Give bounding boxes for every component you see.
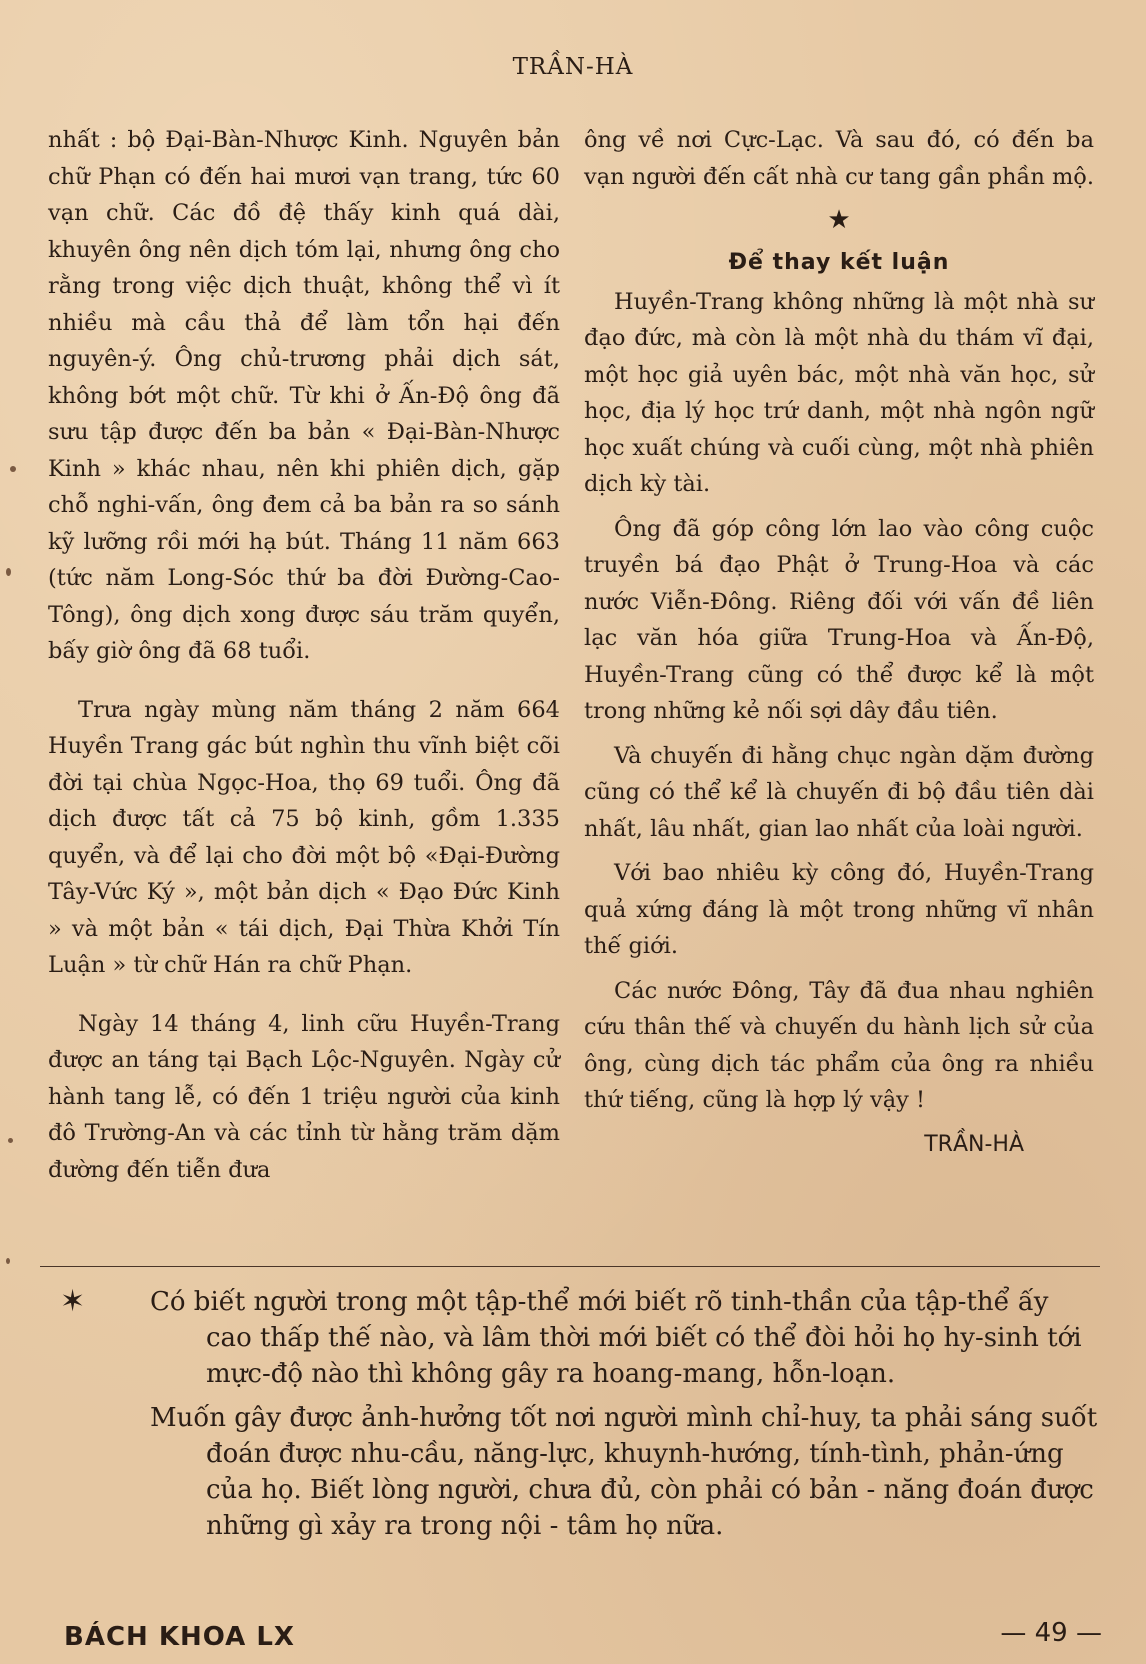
right-paragraph-5: Các nước Đông, Tây đã đua nhau nghiên cứu thân thế và chuyến du hành lịch sử của ông, cùng dịch tác phẩm của ông ra nhiều thứ tiếng, cũng là hợp lý vậy ! <box>584 977 1094 1113</box>
page-number: — 49 — <box>1000 1618 1102 1648</box>
paper-speck <box>6 568 11 576</box>
quote-block-2 <box>60 1400 1100 1544</box>
paper-speck <box>8 1138 13 1143</box>
section-divider <box>40 1266 1100 1267</box>
star-ornament-icon: ★ <box>827 205 851 235</box>
right-column <box>584 122 1094 1163</box>
bullet-star-icon: ✶ <box>60 1284 86 1319</box>
quote-text-2: Muốn gây được ảnh-hưởng tốt nơi người mình chỉ-huy, ta phải sáng suốt đoán được nhu-cầu, năng-lực, khuynh-hướng, tính-tình, phản-ứng của họ. Biết lòng người, chưa đủ, còn phải có bản - năng đoán được những gì xảy ra trong nội - tâm họ nữa. <box>150 1403 1098 1541</box>
quote-text-1: Có biết người trong một tập-thể mới biết rõ tinh-thần của tập-thể ấy cao thấp thế nào, và lâm thời mới biết có thể đòi hỏi họ hy-sinh tới mực-độ nào thì không gây ra hoang-mang, hỗn-loạn. <box>150 1287 1082 1389</box>
left-paragraph-2: Trưa ngày mùng năm tháng 2 năm 664 Huyền Trang gác bút nghìn thu vĩnh biệt cõi đời tại chùa Ngọc-Hoa, thọ 69 tuổi. Ông đã dịch được tất cả 75 bộ kinh, gồm 1.335 quyển, và để lại cho đời một bộ «Đại-Đường Tây-Vức Ký », một bản dịch « Đạo Đức Kinh » và một bản « tái dịch, Đại Thừa Khởi Tín Luận » từ chữ Hán ra chữ Phạn. <box>48 696 560 978</box>
right-paragraph-1: Huyền-Trang không những là một nhà sư đạo đức, mà còn là một nhà du thám vĩ đại, một học giả uyên bác, một nhà văn học, sử học, địa lý học trứ danh, một nhà ngôn ngữ học xuất chúng và cuối cùng, một nhà phiên dịch kỳ tài. <box>584 288 1094 497</box>
author-signature: TRẦN-HÀ <box>924 1131 1024 1157</box>
paper-speck <box>10 466 16 472</box>
left-paragraph-1: nhất : bộ Đại-Bàn-Nhược Kinh. Nguyên bản chữ Phạn có đến hai mươi vạn trang, tức 60 vạn chữ. Các đồ đệ thấy kinh quá dài, khuyên ông nên dịch tóm lại, nhưng ông cho rằng trong việc dịch thuật, không thể vì ít nhiều mà cầu thả để làm tổn hại đến nguyên-ý. Ông chủ-trương phải dịch sát, không bớt một chữ. Từ khi ở Ấn-Độ ông đã sưu tập được đến ba bản « Đại-Bàn-Nhược Kinh » khác nhau, nên khi phiên dịch, gặp chỗ nghi-vấn, ông đem cả ba bản ra so sánh kỹ lưỡng rồi mới hạ bút. Tháng 11 năm 663 (tức năm Long-Sóc thứ ba đời Đường-Cao-Tông), ông dịch xong được sáu trăm quyển, bấy giờ ông đã 68 tuổi. <box>48 127 560 664</box>
magazine-name: BÁCH KHOA LX <box>64 1622 295 1652</box>
right-paragraph-2: Ông đã góp công lớn lao vào công cuộc truyền bá đạo Phật ở Trung-Hoa và các nước Viễn-Đông. Riêng đối với vấn đề liên lạc văn hóa giữa Trung-Hoa và Ấn-Độ, Huyền-Trang cũng có thể được kể là một trong những kẻ nối sợi dây đầu tiên. <box>584 515 1094 724</box>
section-heading: Để thay kết luận <box>728 250 950 275</box>
running-header: TRẦN-HÀ <box>512 54 634 80</box>
left-paragraph-3: Ngày 14 tháng 4, linh cữu Huyền-Trang được an táng tại Bạch Lộc-Nguyên. Ngày cử hành tang lễ, có đến 1 triệu người của kinh đô Trường-An và các tỉnh từ hằng trăm dặm đường đến tiễn đưa <box>48 1010 560 1183</box>
quote-block-1 <box>60 1284 1100 1392</box>
left-column <box>48 122 560 1188</box>
paper-speck <box>6 1258 10 1264</box>
right-intro-paragraph: ông về nơi Cực-Lạc. Và sau đó, có đến ba vạn người đến cất nhà cư tang gần phần mộ. <box>584 127 1095 190</box>
right-paragraph-4: Với bao nhiêu kỳ công đó, Huyền-Trang quả xứng đáng là một trong những vĩ nhân thế giới. <box>584 860 1094 959</box>
right-paragraph-3: Và chuyến đi hằng chục ngàn dặm đường cũng có thể kể là chuyến đi bộ đầu tiên dài nhất, lâu nhất, gian lao nhất của loài người. <box>584 742 1094 842</box>
